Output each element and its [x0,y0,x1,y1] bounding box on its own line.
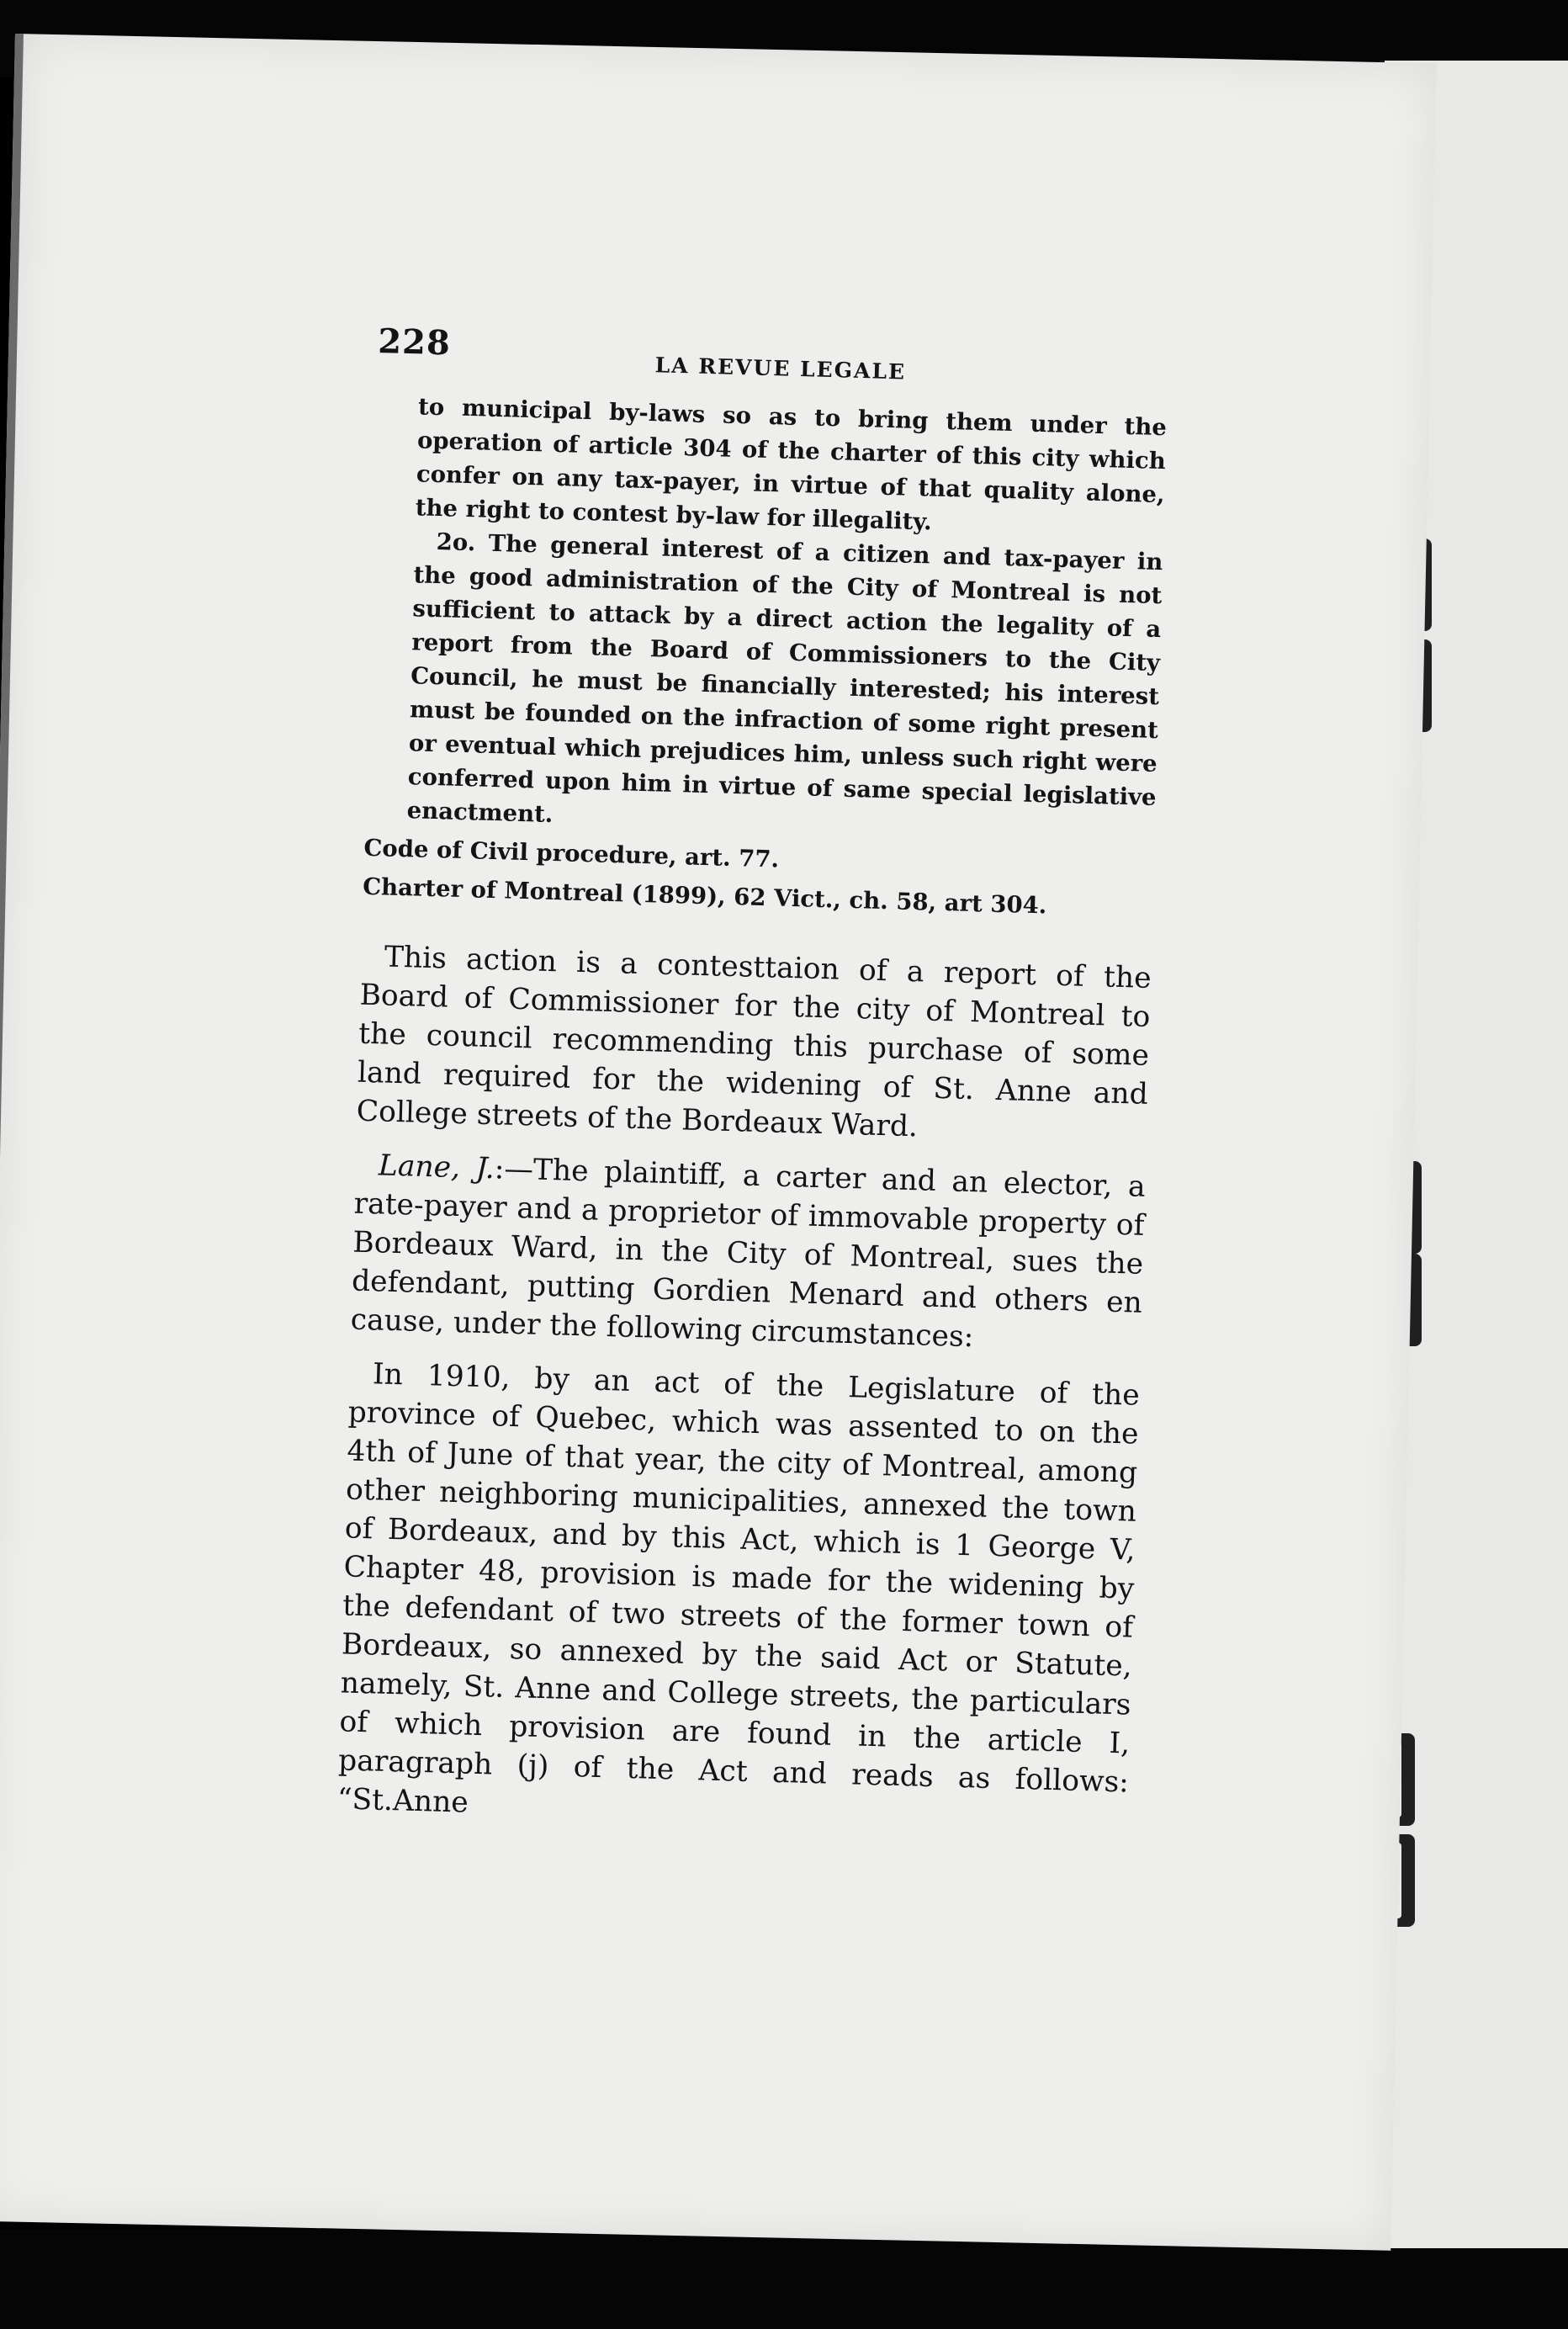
headnote-paragraph: 2o. The general interest of a citizen and tax-payer in the good administration of the City of Montreal is not sufficient to attack by a direct action the legality of a report from the Board of Commissioners to the City Council, he must be financially interested; his interest must be founded on the infraction of some right present or eventual which prejudices him, unless such right were conferred upon him in virtue of same special legislative enactment. [406,528,1163,829]
body-paragraph-text: :—The plaintiff, a carter and an elector, a rate-payer and a proprietor of immovable property of Bordeaux Ward, in the City of Montreal, sues the defendant, putting Gordien Menard and others en cause, under the following circumstances: [350,1152,1147,1355]
headnote [406,390,1167,848]
page-number: 228 [377,321,452,363]
body-paragraph [350,1146,1146,1361]
citation: Charter of Montreal (1899), 62 Vict., ch. 58, art 304. [362,873,1047,920]
running-head: LA REVUE LEGALE [654,353,907,385]
headnote-paragraph: to municipal by-laws so as to bring them under the operation of article 304 of the charter of this city which confer on any tax-payer, in virtue of that quality alone, the right to contest by-law for illegality. [415,393,1168,536]
judge-name: Lane, J. [378,1149,495,1186]
citations [363,831,1155,926]
citation: Code of Civil procedure, art. 77. [363,834,780,873]
body-paragraph: In 1910, by an act of the Legislature of the province of Quebec, which was assented to on the 4th of June of that year, the city of Montreal, among other neighboring municipalities, annexed the town of Bordeaux, and by this Act, which is 1 George V, Chapter 48, provision is made for the widening by the defendant of two streets of the former town of Bordeaux, so annexed by the said Act or Statute, namely, St. Anne and College streets, the particulars of which provision are found in the article I, paragraph (j) of the Act and reads as follows: “St.Anne [336,1357,1141,1820]
body-paragraph: This action is a contesttaion of a report of the Board of Commissioner for the city of Montreal to the council recommending this purchase of some land required for the widening of St. Anne and College streets of the Bordeaux Ward. [356,940,1152,1144]
body-text [336,937,1152,1841]
page-content [336,321,1169,1856]
